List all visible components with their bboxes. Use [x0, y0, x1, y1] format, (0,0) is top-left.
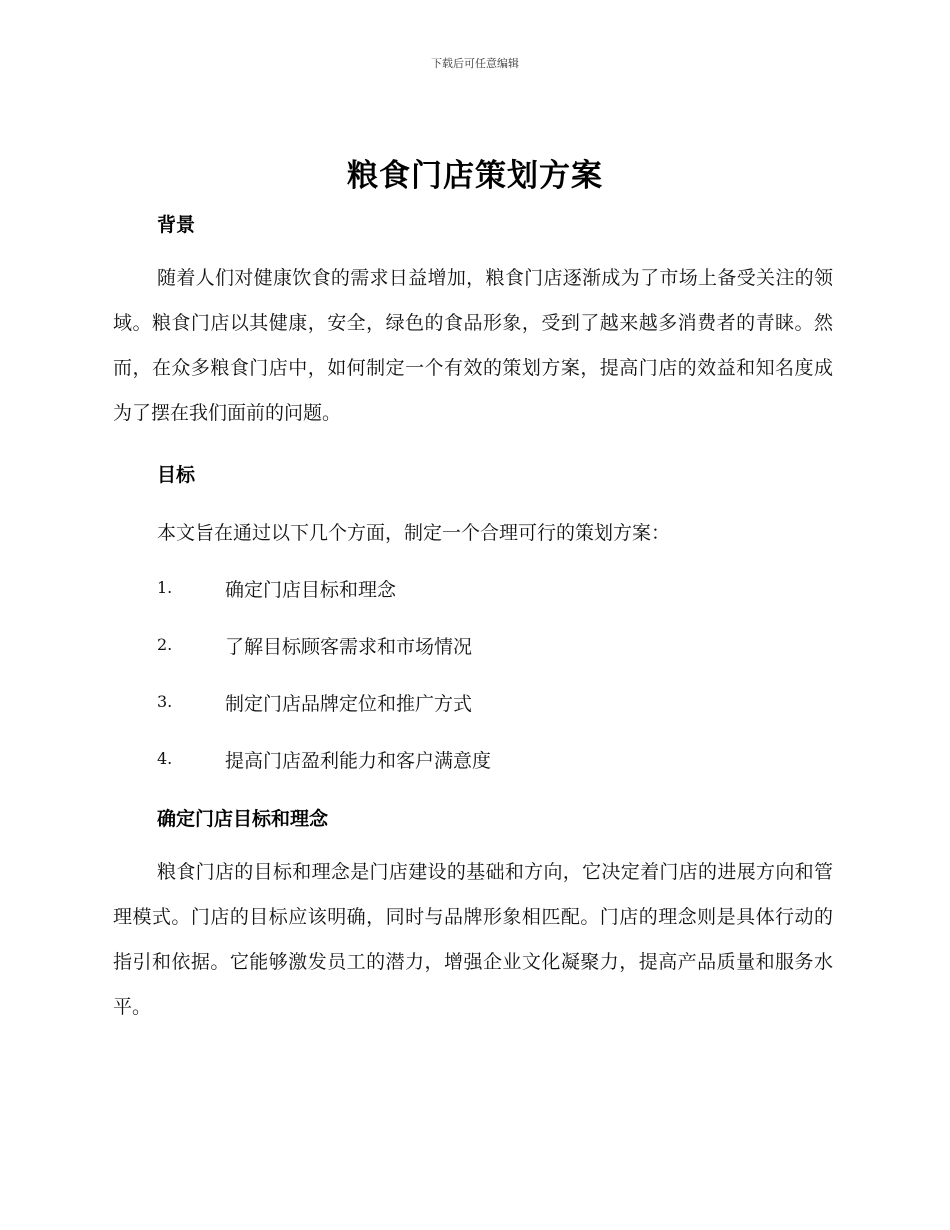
document-title: 粮食门店策划方案 [347, 158, 603, 194]
list-item [157, 689, 837, 719]
goals-intro: 本文旨在通过以下几个方面，制定一个合理可行的策划方案： [157, 522, 671, 544]
list-item-text: 确定门店目标和理念 [225, 579, 397, 601]
list-item [157, 632, 837, 662]
list-item-number: 2. [157, 635, 173, 654]
section-heading-goals: 目标 [157, 464, 196, 486]
list-item-text: 了解目标顾客需求和市场情况 [225, 636, 473, 658]
list-item [157, 746, 837, 776]
background-paragraph: 随着人们对健康饮食的需求日益增加，粮食门店逐渐成为了市场上备受关注的领域。粮食门店以其健康，安全，绿色的食品形象，受到了越来越多消费者的青睐。然而，在众多粮食门店中，如何制定一个有效的策划方案，提高门店的效益和知名度成为了摆在我们面前的问题。 [113, 267, 833, 424]
list-item-number: 3. [157, 692, 173, 711]
list-item-number: 1. [157, 578, 173, 597]
section-heading-background: 背景 [157, 214, 196, 236]
mission-paragraph: 粮食门店的目标和理念是门店建设的基础和方向，它决定着门店的进展方向和管理模式。门店的目标应该明确，同时与品牌形象相匹配。门店的理念则是具体行动的指引和依据。它能够激发员工的潜力，增强企业文化凝聚力，提高产品质量和服务水平。 [113, 861, 833, 1018]
header-note: 下载后可任意编辑 [431, 57, 519, 70]
list-item-number: 4. [157, 749, 173, 768]
list-item-text: 制定门店品牌定位和推广方式 [225, 693, 473, 715]
section-heading-mission: 确定门店目标和理念 [157, 808, 329, 830]
list-item-text: 提高门店盈利能力和客户满意度 [225, 750, 492, 772]
list-item [157, 575, 837, 605]
